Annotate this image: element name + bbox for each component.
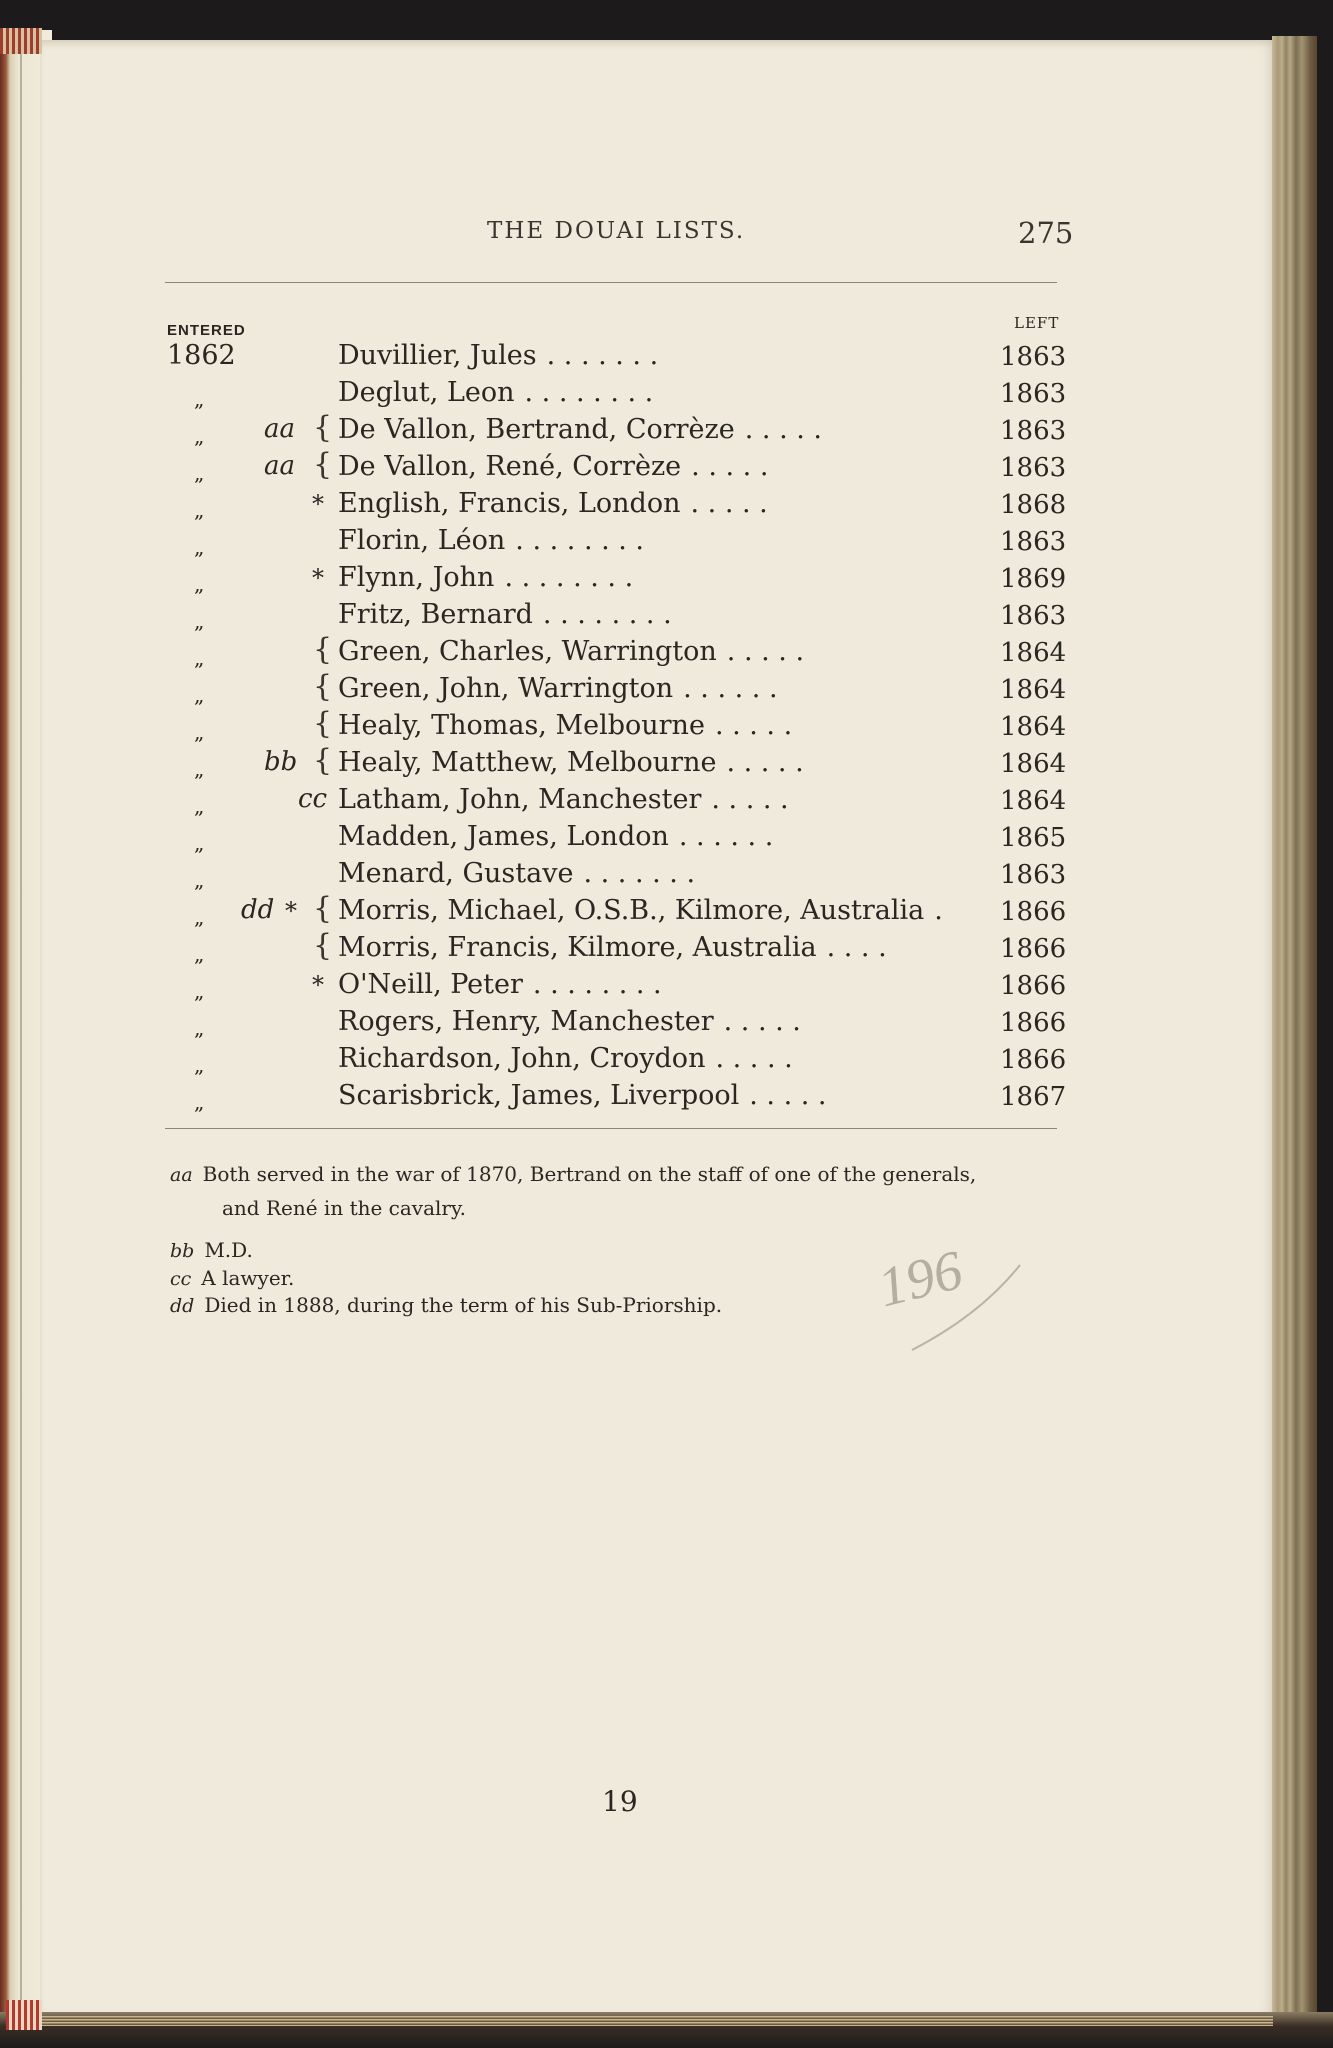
- left-year: 1864: [1000, 749, 1067, 779]
- left-year: 1863: [1000, 527, 1067, 557]
- table-row: [0, 708, 1333, 745]
- left-year: 1863: [1000, 416, 1067, 446]
- entered-year: „: [194, 498, 205, 522]
- student-name: Healy, Thomas, Melbourne: [338, 710, 705, 741]
- entered-year: „: [194, 1090, 205, 1114]
- entered-year: „: [194, 535, 205, 559]
- student-name: Menard, Gustave: [338, 858, 574, 889]
- footnote-key: dd: [170, 1295, 195, 1317]
- bracket-mark: {: [313, 447, 333, 482]
- entered-year: „: [194, 1053, 205, 1077]
- leader-dots: . . . . .: [715, 1043, 793, 1074]
- student-name: Scarisbrick, James, Liverpool: [338, 1080, 740, 1111]
- book-bottom-edge: [0, 2012, 1333, 2048]
- entered-year: „: [194, 1016, 205, 1040]
- bracket-mark: {: [313, 669, 333, 704]
- leader-dots: . . . . . .: [683, 673, 778, 704]
- table-row: [0, 560, 1333, 597]
- entered-year: „: [194, 942, 205, 966]
- leader-dots: .: [934, 895, 943, 926]
- asterisk-mark: *: [285, 897, 297, 925]
- entered-year: „: [194, 646, 205, 670]
- student-name: Deglut, Leon: [338, 377, 515, 408]
- table-row: [0, 782, 1333, 819]
- left-year: 1864: [1000, 712, 1067, 742]
- table-row: [0, 856, 1333, 893]
- table-row: [0, 1004, 1333, 1041]
- leader-dots: . . . . . . .: [546, 340, 659, 371]
- entered-year: „: [194, 979, 205, 1003]
- entered-year: „: [194, 572, 205, 596]
- left-year: 1866: [1000, 1045, 1067, 1075]
- leader-dots: . . . .: [826, 932, 887, 963]
- footnote-text: A lawyer.: [201, 1266, 295, 1290]
- student-name: Flynn, John: [338, 562, 495, 593]
- running-header: THE DOUAI LISTS.: [487, 218, 746, 244]
- column-header-left: LEFT: [1014, 314, 1060, 332]
- bracket-mark: {: [313, 891, 333, 926]
- footnote-text: Both served in the war of 1870, Bertrand on the staff of one of the generals,: [202, 1162, 977, 1186]
- entered-year: „: [194, 461, 205, 485]
- leader-dots: . . . . .: [711, 784, 789, 815]
- bracket-mark: {: [313, 410, 333, 445]
- student-name: De Vallon, Bertrand, Corrèze: [338, 414, 735, 445]
- footnote-continuation: and René in the cavalry.: [222, 1196, 466, 1220]
- table-row: [0, 745, 1333, 782]
- entered-year: „: [194, 905, 205, 929]
- bracket-mark: {: [313, 743, 333, 778]
- entered-year: „: [194, 609, 205, 633]
- footnote-mark: bb: [264, 747, 298, 777]
- entered-year: „: [194, 720, 205, 744]
- left-year: 1863: [1000, 342, 1067, 372]
- left-year: 1866: [1000, 1008, 1067, 1038]
- page-number: 275: [1018, 216, 1074, 250]
- student-name: Madden, James, London: [338, 821, 669, 852]
- student-name: Duvillier, Jules: [338, 340, 537, 371]
- entered-year: „: [194, 831, 205, 855]
- leader-dots: . . . . .: [744, 414, 822, 445]
- footnote-text: Died in 1888, during the term of his Sub-Priorship.: [204, 1293, 723, 1317]
- table-row: [0, 338, 1333, 375]
- leader-dots: . . . . . .: [678, 821, 774, 852]
- bracket-mark: {: [313, 928, 333, 963]
- leader-dots: . . . . . . . .: [515, 525, 645, 556]
- student-name: Green, John, Warrington: [338, 673, 674, 704]
- entered-year: „: [194, 387, 205, 411]
- signature-number: 19: [602, 1785, 638, 1818]
- table-row: [0, 967, 1333, 1004]
- left-year: 1865: [1000, 823, 1067, 853]
- student-name: Rogers, Henry, Manchester: [338, 1006, 714, 1037]
- table-row: [0, 893, 1333, 930]
- bracket-mark: {: [313, 632, 333, 667]
- footnote-mark: aa: [264, 414, 296, 444]
- left-year: 1864: [1000, 675, 1067, 705]
- left-year: 1863: [1000, 601, 1067, 631]
- left-year: 1864: [1000, 638, 1067, 668]
- entered-year: „: [194, 868, 205, 892]
- student-name: English, Francis, London: [338, 488, 681, 519]
- footnote: [170, 1293, 722, 1317]
- left-year: 1863: [1000, 860, 1067, 890]
- asterisk-mark: *: [312, 971, 324, 999]
- student-name: O'Neill, Peter: [338, 969, 523, 1000]
- student-name: Green, Charles, Warrington: [338, 636, 717, 667]
- leader-dots: . . . . .: [726, 747, 804, 778]
- leader-dots: . . . . . . . .: [532, 969, 662, 1000]
- entered-year: 1862: [167, 340, 236, 371]
- student-name: Morris, Francis, Kilmore, Australia: [338, 932, 817, 963]
- table-row: [0, 486, 1333, 523]
- table-row: [0, 930, 1333, 967]
- table-row: [0, 449, 1333, 486]
- table-row: [0, 523, 1333, 560]
- table-row: [0, 819, 1333, 856]
- leader-dots: . . . . .: [749, 1080, 827, 1111]
- leader-dots: . . . . .: [714, 710, 793, 741]
- leader-dots: . . . . .: [723, 1006, 801, 1037]
- student-name: Fritz, Bernard: [338, 599, 533, 630]
- left-year: 1863: [1000, 453, 1067, 483]
- leader-dots: . . . . .: [690, 488, 768, 519]
- footnote-key: bb: [170, 1240, 195, 1262]
- table-row: [0, 597, 1333, 634]
- student-name: Richardson, John, Croydon: [338, 1043, 706, 1074]
- footnote-mark: dd: [241, 895, 275, 925]
- pencil-note-text: 196: [872, 1238, 969, 1320]
- table-row: [0, 1078, 1333, 1115]
- column-header-entered: ENTERED: [167, 322, 246, 339]
- left-year: 1868: [1000, 490, 1067, 520]
- table-row: [0, 1041, 1333, 1078]
- student-name: Healy, Matthew, Melbourne: [338, 747, 717, 778]
- student-name: Morris, Michael, O.S.B., Kilmore, Australia: [338, 895, 925, 926]
- left-year: 1866: [1000, 971, 1067, 1001]
- leader-dots: . . . . . . . .: [504, 562, 634, 593]
- table-row: [0, 375, 1333, 412]
- bracket-mark: {: [313, 706, 333, 741]
- table-row: [0, 671, 1333, 708]
- header-rule: [165, 282, 1057, 283]
- footnote-mark: cc: [298, 784, 328, 814]
- leader-dots: . . . . . . . .: [524, 377, 654, 408]
- asterisk-mark: *: [312, 490, 324, 518]
- pencil-annotation: [870, 1225, 1030, 1355]
- leader-dots: . . . . .: [691, 451, 769, 482]
- left-year: 1869: [1000, 564, 1067, 594]
- leader-dots: . . . . . . . .: [542, 599, 672, 630]
- student-name: Latham, John, Manchester: [338, 784, 702, 815]
- left-year: 1867: [1000, 1082, 1067, 1112]
- leader-dots: . . . . .: [726, 636, 805, 667]
- table-bottom-rule: [165, 1128, 1057, 1129]
- leader-dots: . . . . . . .: [583, 858, 696, 889]
- left-year: 1866: [1000, 934, 1067, 964]
- left-year: 1863: [1000, 379, 1067, 409]
- footnote: [170, 1238, 253, 1262]
- entered-year: „: [194, 757, 205, 781]
- entered-year: „: [194, 683, 205, 707]
- bookmark-ribbon-bottom: [6, 2000, 42, 2030]
- student-name: Florin, Léon: [338, 525, 506, 556]
- footnote-key: cc: [170, 1268, 192, 1290]
- footnote-key: aa: [170, 1164, 193, 1186]
- table-row: [0, 634, 1333, 671]
- footnote-text: M.D.: [204, 1238, 253, 1262]
- left-year: 1866: [1000, 897, 1067, 927]
- left-year: 1864: [1000, 786, 1067, 816]
- footnote: [170, 1266, 294, 1290]
- bookmark-ribbon-top: [0, 28, 42, 54]
- entered-year: „: [194, 794, 205, 818]
- student-name: De Vallon, René, Corrèze: [338, 451, 682, 482]
- asterisk-mark: *: [312, 564, 324, 592]
- footnote-mark: aa: [264, 451, 296, 481]
- entered-year: „: [194, 424, 205, 448]
- footnote: [170, 1162, 976, 1186]
- table-row: [0, 412, 1333, 449]
